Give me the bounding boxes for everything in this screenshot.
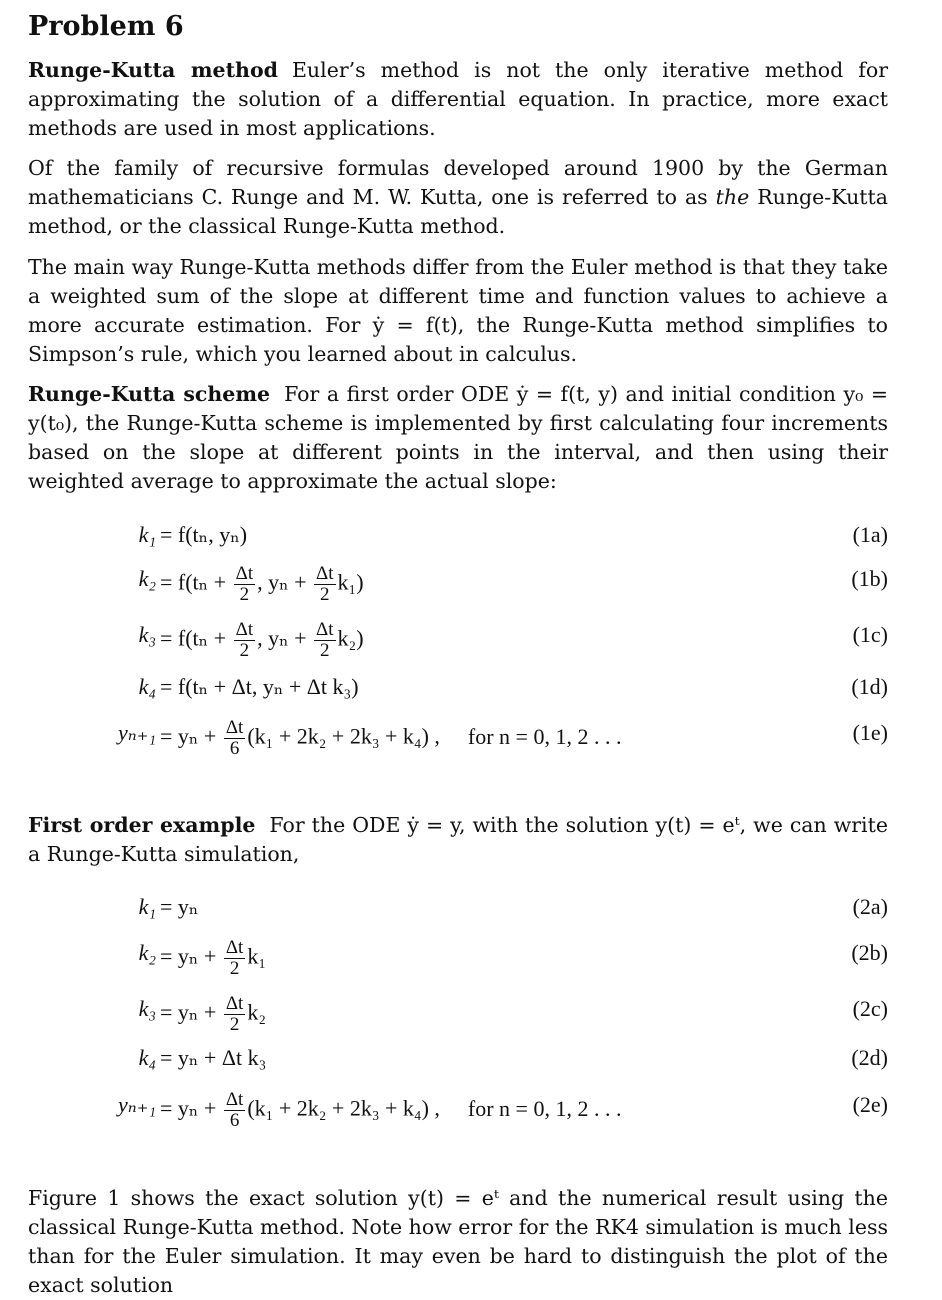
eq-rhs: = f(tₙ, yₙ): [160, 522, 248, 547]
eq-number: (1c): [852, 622, 888, 647]
eq-number: (2e): [852, 1092, 888, 1117]
paragraph-figure-1: Figure 1 shows the exact solution y(t) = eᵗ and the numerical result using the classical Runge-Kutta method. Note how error for the RK4 simulation is much less than for the Euler simulation. It may even be hard to distinguish the plot of the exact solution: [28, 1186, 888, 1297]
frac-den: 2: [320, 640, 330, 661]
rk-scheme-text: For a first order ODE ẏ = f(t, y) and initial condition y₀ = y(t₀), the Runge-Kutta scheme is implemented by first calculating four increments based on the slope at different points in the interval, and then using their weighted average to approximate the actual slope:: [28, 382, 888, 493]
eq-part: = yₙ +: [160, 723, 222, 749]
frac-num: Δt: [225, 937, 244, 958]
paragraph-rk-scheme: [28, 380, 888, 496]
eq-part: (k₁ + 2k₂ + 2k₃ + k₄) ,: [247, 723, 440, 749]
paragraph-rk-method: [28, 56, 888, 143]
equation-2d: [28, 1035, 888, 1079]
fraction: [224, 994, 246, 1035]
eq-part: = yₙ +: [160, 1095, 222, 1121]
equation-1a: [28, 512, 888, 556]
equation-2c: [28, 986, 888, 1035]
problem-title: Problem 6: [28, 11, 184, 42]
equation-2e: [28, 1082, 888, 1131]
eq-condition: for n = 0, 1, 2 . . .: [467, 723, 622, 749]
eq-part: k₂): [337, 625, 364, 651]
history-text-after: Runge-Kutta method, or the classical Runge-Kutta method.: [28, 185, 888, 238]
frac-den: 6: [229, 1110, 240, 1131]
equation-1e: [28, 710, 888, 759]
eq-rhs: [160, 718, 621, 759]
heading-rk-scheme: Runge-Kutta scheme: [28, 382, 271, 406]
eq-part: k₁): [337, 569, 364, 595]
eq-part: = f(tₙ +: [160, 569, 232, 595]
frac-num: Δt: [316, 563, 334, 584]
eq-rhs: = yₙ: [160, 894, 199, 919]
eq-lhs: k₃: [138, 622, 156, 647]
paragraph-history: [28, 154, 888, 241]
eq-rhs: [160, 1090, 621, 1131]
eq-rhs: [160, 620, 364, 661]
frac-num: Δt: [225, 993, 244, 1014]
frac-den: 2: [229, 958, 240, 979]
fraction: [224, 1090, 246, 1131]
eq-lhs: yₙ₊₁: [118, 720, 156, 745]
eq-part: k₁: [247, 943, 267, 969]
heading-rk-method: Runge-Kutta method: [28, 58, 278, 82]
equation-2a: [28, 884, 888, 928]
paragraph-weighted-sum: The main way Runge-Kutta methods differ from the Euler method is that they take a weighted sum of the slope at different time and function values to achieve a more accurate estimation. For ẏ = f(t), the Runge-Kutta method simplifies to Simpson’s rule, which you learned about in calculus.: [28, 255, 888, 366]
eq-lhs: k₄: [138, 1045, 156, 1070]
eq-rhs: [160, 938, 266, 979]
paragraph-first-order: [28, 811, 888, 869]
fraction: [234, 620, 256, 661]
frac-den: 6: [229, 738, 240, 759]
eq-rhs: = yₙ + Δt k₃: [160, 1045, 267, 1070]
eq-part: , yₙ +: [257, 625, 313, 651]
eq-rhs: [160, 564, 364, 605]
eq-part: = f(tₙ +: [160, 625, 232, 651]
eq-lhs: yₙ₊₁: [118, 1092, 156, 1117]
eq-lhs: k₁: [138, 894, 156, 919]
frac-den: 2: [229, 1014, 240, 1035]
eq-number: (1e): [852, 720, 888, 745]
eq-lhs: k₄: [138, 674, 156, 699]
fraction: [224, 718, 246, 759]
eq-part: = yₙ +: [160, 943, 222, 969]
eq-number: (1b): [851, 566, 888, 591]
eq-lhs: k₃: [138, 996, 156, 1021]
eq-number: (2a): [852, 894, 888, 919]
rk-method-text: Euler’s method is not the only iterative method for approximating the solution of a differential equation. In practice, more exact methods are used in most applications.: [28, 58, 888, 140]
frac-den: 2: [239, 584, 250, 605]
history-text-before: Of the family of recursive formulas developed around 1900 by the German mathematicians C. Runge and M. W. Kutta, one is referred to as: [28, 156, 888, 209]
eq-part: k₂: [247, 999, 267, 1025]
history-emph: the: [715, 185, 750, 209]
eq-part: , yₙ +: [257, 569, 313, 595]
first-order-text: For the ODE ẏ = y, with the solution y(t) = eᵗ, we can write a Runge-Kutta simulation,: [28, 813, 888, 866]
eq-part: = yₙ +: [160, 999, 222, 1025]
frac-num: Δt: [225, 717, 244, 738]
eq-part: (k₁ + 2k₂ + 2k₃ + k₄) ,: [247, 1095, 440, 1121]
eq-lhs: k₂: [138, 940, 156, 965]
frac-num: Δt: [235, 619, 254, 640]
eq-number: (2c): [852, 996, 888, 1021]
frac-den: 2: [239, 640, 250, 661]
eq-condition: for n = 0, 1, 2 . . .: [467, 1095, 622, 1121]
eq-number: (1d): [851, 674, 888, 699]
fraction: [314, 564, 336, 605]
frac-num: Δt: [225, 1089, 244, 1110]
frac-num: Δt: [316, 619, 334, 640]
equation-1c: [28, 612, 888, 661]
eq-rhs: [160, 994, 266, 1035]
equation-1b: [28, 556, 888, 605]
heading-first-order: First order example: [28, 813, 256, 837]
eq-number: (2d): [851, 1045, 888, 1070]
fraction: [234, 564, 256, 605]
eq-rhs: = f(tₙ + Δt, yₙ + Δt k₃): [160, 674, 359, 699]
fraction: [314, 620, 336, 661]
equation-1d: [28, 664, 888, 708]
eq-lhs: k₂: [138, 566, 156, 591]
frac-den: 2: [320, 584, 330, 605]
eq-number: (2b): [851, 940, 888, 965]
equation-2b: [28, 930, 888, 979]
fraction: [224, 938, 246, 979]
eq-lhs: k₁: [138, 522, 156, 547]
eq-number: (1a): [852, 522, 888, 547]
frac-num: Δt: [235, 563, 254, 584]
